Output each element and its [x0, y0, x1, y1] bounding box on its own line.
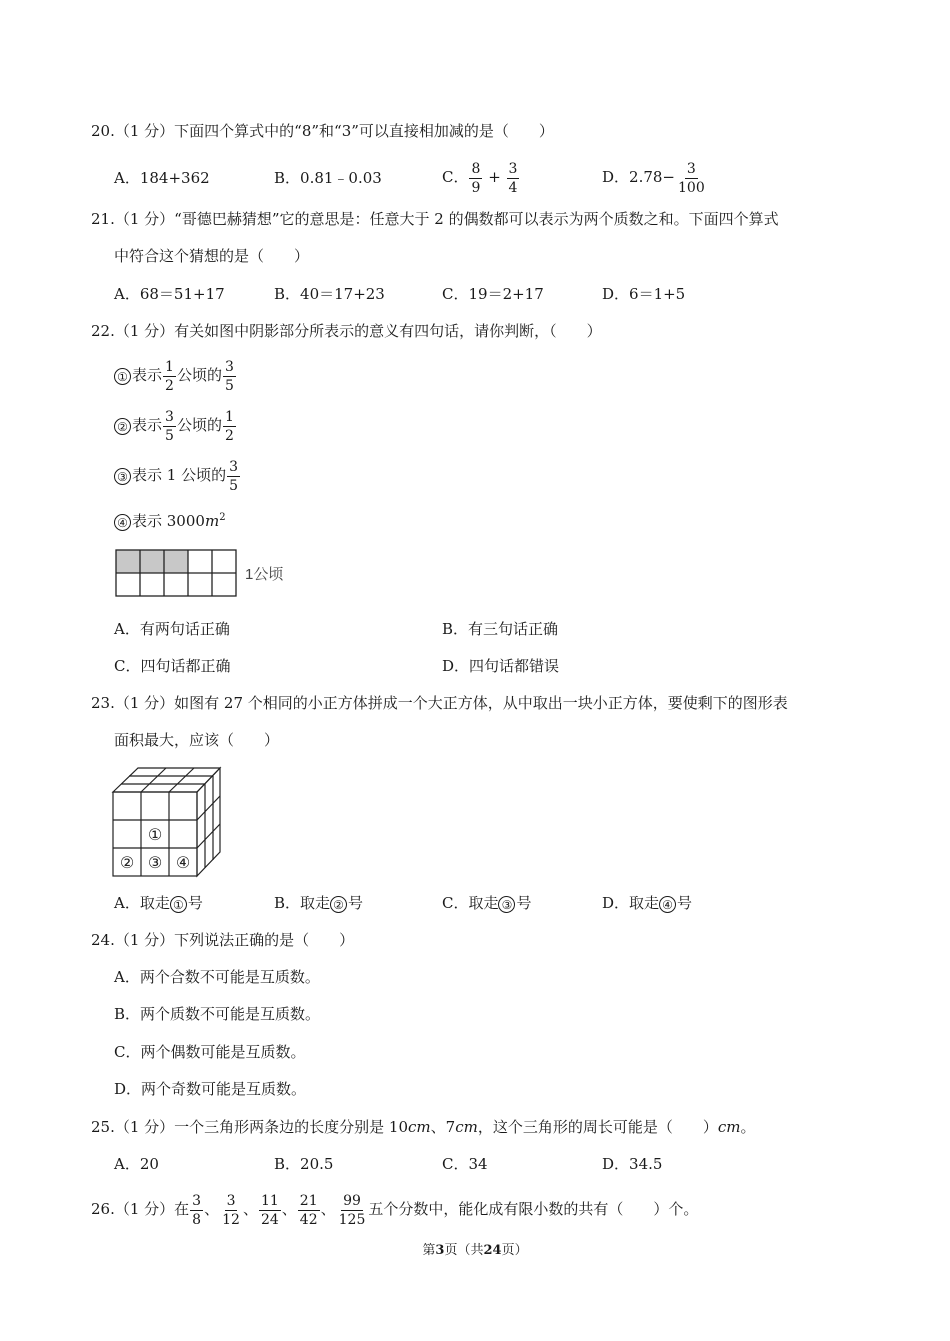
q21-option-d: D．6＝1+5	[602, 285, 686, 303]
fraction: $\frac{3}{4}$	[508, 160, 518, 196]
q24-option-b: B．两个质数不可能是互质数。	[114, 1005, 321, 1023]
cube-mark-2: ②	[119, 853, 135, 872]
fraction: $\frac{8}{9}$	[471, 160, 481, 196]
option-label: D．2.78−	[602, 168, 675, 186]
grid-shaded-cells	[116, 550, 188, 573]
operator: +	[488, 168, 501, 186]
q24-option-c: C．两个偶数可能是互质数。	[114, 1043, 306, 1061]
q22-statement-1: ① 表示 $\frac{1}{2}$ 公顷的 $\frac{3}{5}$	[114, 355, 237, 395]
q24-stem: 24.（1 分）下列说法正确的是（ ）	[91, 931, 355, 949]
fraction: $\frac{3}{5}$	[229, 458, 239, 494]
fraction: $\frac{3}{5}$	[165, 408, 174, 444]
q20-option-d	[602, 157, 708, 197]
cube-mark-3: ③	[147, 853, 163, 872]
q20-stem: 20.（1 分）下面四个算式中的“8”和“3”可以直接相加减的是（ ）	[91, 122, 554, 140]
q22-option-a: A．有两句话正确	[114, 620, 230, 638]
circled-number: ④	[114, 514, 131, 531]
q21-option-a: A．68＝51+17	[114, 285, 225, 303]
q24-option-d: D．两个奇数可能是互质数。	[114, 1080, 307, 1098]
circled-number: ①	[114, 368, 131, 385]
q22-statement-3: ③ 表示 1 公顷的 $\frac{3}{5}$	[114, 455, 241, 495]
circled-number: ①	[170, 896, 187, 913]
cube-figure	[110, 764, 226, 880]
q21-stem-line2: 中符合这个猜想的是（ ）	[114, 247, 310, 265]
circled-number: ③	[114, 468, 131, 485]
q23-stem-line1: 23.（1 分）如图有 27 个相同的小正方体拼成一个大正方体，从中取出一块小正方体，要使剩下的图形表	[91, 694, 788, 712]
q25-option-c: C．34	[442, 1155, 488, 1173]
fraction: $\frac{3}{8}$	[192, 1192, 202, 1228]
q20-option-c	[442, 157, 520, 197]
q21-stem-line1: 21.（1 分）“哥德巴赫猜想”它的意思是：任意大于 2 的偶数都可以表示为两个质数之和。下面四个算式	[91, 210, 779, 228]
q25-option-a: A．20	[114, 1155, 159, 1173]
grid-label: 1公顷	[245, 566, 284, 583]
circled-number: ④	[659, 896, 676, 913]
fraction: $\frac{1}{2}$	[165, 358, 174, 394]
fraction: $\frac{1}{2}$	[224, 408, 234, 444]
q23-option-c: C．取走 ③ 号	[442, 894, 532, 912]
q23-stem-line2: 面积最大，应该（ ）	[114, 731, 280, 749]
page-footer: 第3页（共24页）	[422, 1243, 528, 1258]
fraction: $\frac{3}{5}$	[224, 358, 234, 394]
circled-number: ②	[330, 896, 347, 913]
q24-option-a: A．两个合数不可能是互质数。	[114, 968, 320, 986]
fraction: $\frac{99}{125}$	[338, 1192, 366, 1228]
q22-statement-4: ④ 表示 $3000m^2$	[114, 507, 226, 532]
q26-stem: 26.（1 分）在 $\frac{3}{8}$ 、 $\frac{3}{12}$ 、 $\frac{11}{24}$ 、 $\frac{21}{42}$ 、 $\frac{99}{125}$ 五个分数中，能化成有限小数的共有（ ）个。	[91, 1192, 699, 1228]
q21-option-b: B．40＝17+23	[274, 285, 385, 303]
page-total: 24	[483, 1243, 502, 1258]
circled-number: ③	[498, 896, 515, 913]
q21-option-c: C．19＝2+17	[442, 285, 544, 303]
q20-option-b: B．0.81﹣0.03	[274, 169, 382, 187]
q22-option-b: B．有三句话正确	[442, 620, 559, 638]
fraction: $\frac{21}{42}$	[299, 1192, 318, 1228]
q25-option-b: B．20.5	[274, 1155, 334, 1173]
q22-option-c: C．四句话都正确	[114, 657, 231, 675]
q22-statement-2: ② 表示 $\frac{3}{5}$ 公顷的 $\frac{1}{2}$	[114, 405, 237, 445]
fraction: $\frac{3}{12}$	[222, 1192, 240, 1228]
q25-stem: 25.（1 分）一个三角形两条边的长度分别是 10cm、7cm，这个三角形的周长可能是（ ）cm。	[91, 1118, 756, 1136]
q22-option-d: D．四句话都错误	[442, 657, 560, 675]
q22-stem: 22.（1 分）有关如图中阴影部分所表示的意义有四句话，请你判断，（ ）	[91, 322, 602, 340]
fraction: $\frac{3}{100}$	[678, 160, 705, 196]
circled-number: ②	[114, 418, 131, 435]
fraction: $\frac{11}{24}$	[260, 1192, 279, 1228]
option-label: C．	[442, 168, 469, 186]
cube-mark-1: ①	[147, 825, 163, 844]
q20-option-a: A．184+362	[114, 169, 210, 187]
page-number: 3	[435, 1243, 445, 1258]
cube-mark-4: ④	[175, 853, 191, 872]
q25-option-d: D．34.5	[602, 1155, 663, 1173]
q23-option-d: D．取走 ④ 号	[602, 894, 693, 912]
q23-option-a: A．取走 ① 号	[114, 894, 203, 912]
hectare-grid-figure	[114, 548, 304, 600]
q23-option-b: B．取走 ② 号	[274, 894, 364, 912]
